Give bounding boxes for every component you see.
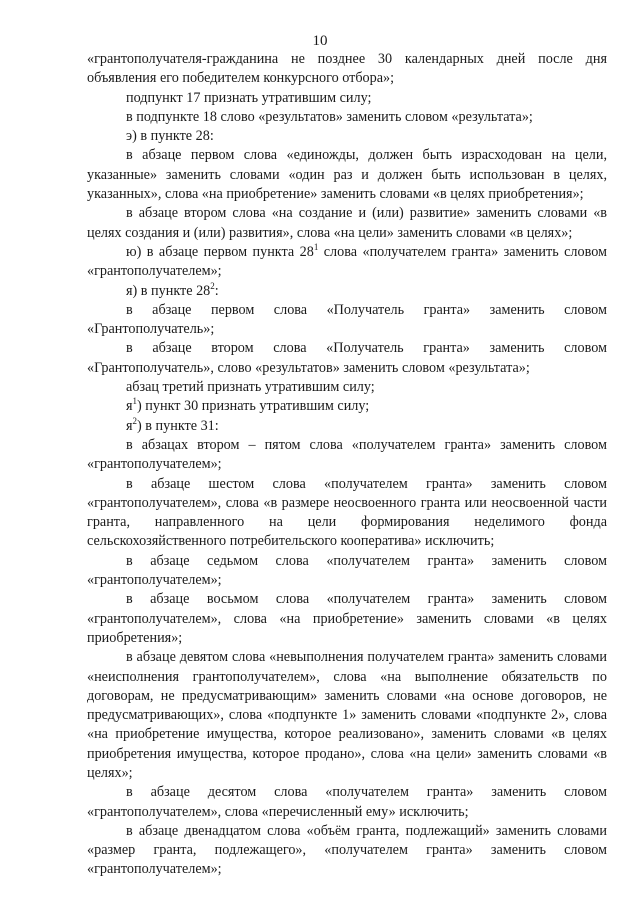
paragraph: в абзаце втором слова «Получатель гранта» заменить словом «Грантополучатель», слово «результатов» заменить словом «результата»; (87, 340, 607, 376)
paragraph: в абзацах втором – пятом слова «получателем гранта» заменить словом «грантополучателем»; (87, 436, 607, 473)
paragraph: в абзаце десятом слова «получателем гранта» заменить словом «грантополучателем», слова «перечисленный ему» исключить; (87, 784, 607, 820)
paragraph: я) в пункте $28^2$: (126, 280, 219, 299)
paragraph: $я^1$) пункт 30 признать утратившим силу; (126, 396, 370, 415)
paragraph: «грантополучателя-гражданина не позднее 30 календарных дней после дня объявления его победителем конкурсного отбора»; (87, 51, 607, 87)
paragraph: $я^2$) в пункте 31: (126, 415, 219, 434)
paragraph: абзац третий признать утратившим силу; (126, 379, 375, 396)
paragraph: ю) в абзаце первом пункта $28^1$ слова «получателем гранта» заменить словом «грантополучателем»; (87, 241, 607, 280)
paragraph: в абзаце седьмом слова «получателем гранта» заменить словом «грантополучателем»; (87, 552, 607, 589)
paragraph: в абзаце девятом слова «невыполнения получателем гранта» заменить словами «неисполнения грантополучателем», слова «на выполнение обязательств по договорам, не предусматривающим» заменить словами «на основе договоров, не предусматривающих», слова «подпункте 1» заменить словами «подпункте 2», слова «на приобретение имущества, которое реализовано», заменить словами «в целях приобретения имущества, которое продано», слова «на цели» заменить словами «в целях»; (87, 649, 607, 781)
paragraph: подпункт 17 признать утратившим силу; (126, 89, 372, 106)
paragraph: в абзаце шестом слова «получателем гранта» заменить словом «грантополучателем», слова «в размере неосвоенного гранта или неосвоенной части гранта, направленного на цели формирования неделимого фонда сельскохозяйственного потребительского кооператива» исключить; (87, 475, 607, 550)
paragraph: в абзаце первом слова «Получатель гранта» заменить словом «Грантополучатель»; (87, 301, 607, 338)
paragraph: в абзаце восьмом слова «получателем гранта» заменить словом «грантополучателем», слова «на приобретение» заменить словами «в целях приобретения»; (87, 591, 607, 646)
paragraph: э) в пункте 28: (126, 128, 214, 145)
paragraph: в абзаце двенадцатом слова «объём гранта, подлежащий» заменить словами «размер гранта, подлежащего», «получателем гранта» заменить словом «грантополучателем»; (87, 822, 607, 878)
paragraph: в абзаце первом слова «единожды, должен быть израсходован на цели, указанные» заменить словами «один раз и должен быть использован в целях, указанных», слова «на приобретение» заменить словами «в целях приобретения»; (87, 147, 607, 203)
page-number: 10 (312, 33, 328, 49)
document-body (87, 50, 607, 880)
paragraph: в подпункте 18 слово «результатов» заменить словом «результата»; (126, 108, 533, 125)
paragraph: в абзаце втором слова «на создание и (или) развитие» заменить словами «в целях создания и (или) развития», слова «на цели» заменить словами «в целях»; (87, 205, 607, 241)
